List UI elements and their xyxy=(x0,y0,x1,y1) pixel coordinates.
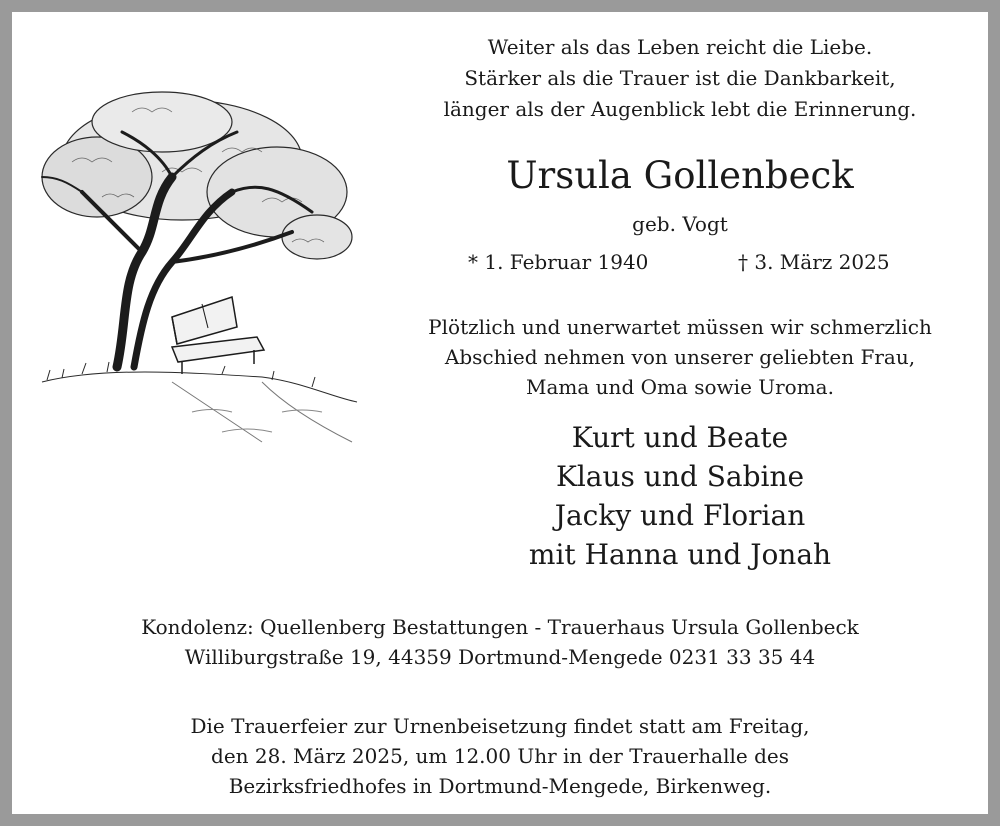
condolence-info xyxy=(40,612,960,672)
ceremony-line: Die Trauerfeier zur Urnenbeisetzung findet statt am Freitag, xyxy=(190,714,810,738)
ceremony-line: Bezirksfriedhofes in Dortmund-Mengede, Birkenweg. xyxy=(228,774,772,798)
motto-line: Stärker als die Trauer ist die Dankbarkeit, xyxy=(464,66,896,90)
condolence-line: Kondolenz: Quellenberg Bestattungen - Trauerhaus Ursula Gollenbeck xyxy=(141,615,859,639)
family-line: Klaus und Sabine xyxy=(555,460,805,493)
birth-date: * 1. Februar 1940 xyxy=(468,250,649,274)
announcement-message xyxy=(390,312,970,402)
ceremony-line: den 28. März 2025, um 12.00 Uhr in der Trauerhalle des xyxy=(211,744,789,768)
ceremony-info xyxy=(40,711,960,801)
message-line: Mama und Oma sowie Uroma. xyxy=(526,375,834,399)
family-line: mit Hanna und Jonah xyxy=(528,538,832,571)
family-line: Jacky und Florian xyxy=(554,499,806,532)
message-line: Plötzlich und unerwartet müssen wir schmerzlich xyxy=(428,315,932,339)
condolence-line: Williburgstraße 19, 44359 Dortmund-Mengede 0231 33 35 44 xyxy=(184,645,816,669)
death-date: † 3. März 2025 xyxy=(738,250,890,274)
motto xyxy=(410,32,950,125)
motto-line: länger als der Augenblick lebt die Erinnerung. xyxy=(443,97,917,121)
tree-with-bench-icon xyxy=(22,82,367,454)
maiden-name: geb. Vogt xyxy=(632,212,728,236)
deceased-name: Ursula Gollenbeck xyxy=(506,154,854,197)
family-line: Kurt und Beate xyxy=(571,421,789,454)
motto-line: Weiter als das Leben reicht die Liebe. xyxy=(487,35,873,59)
message-line: Abschied nehmen von unserer geliebten Frau, xyxy=(444,345,916,369)
family-names xyxy=(390,418,970,574)
